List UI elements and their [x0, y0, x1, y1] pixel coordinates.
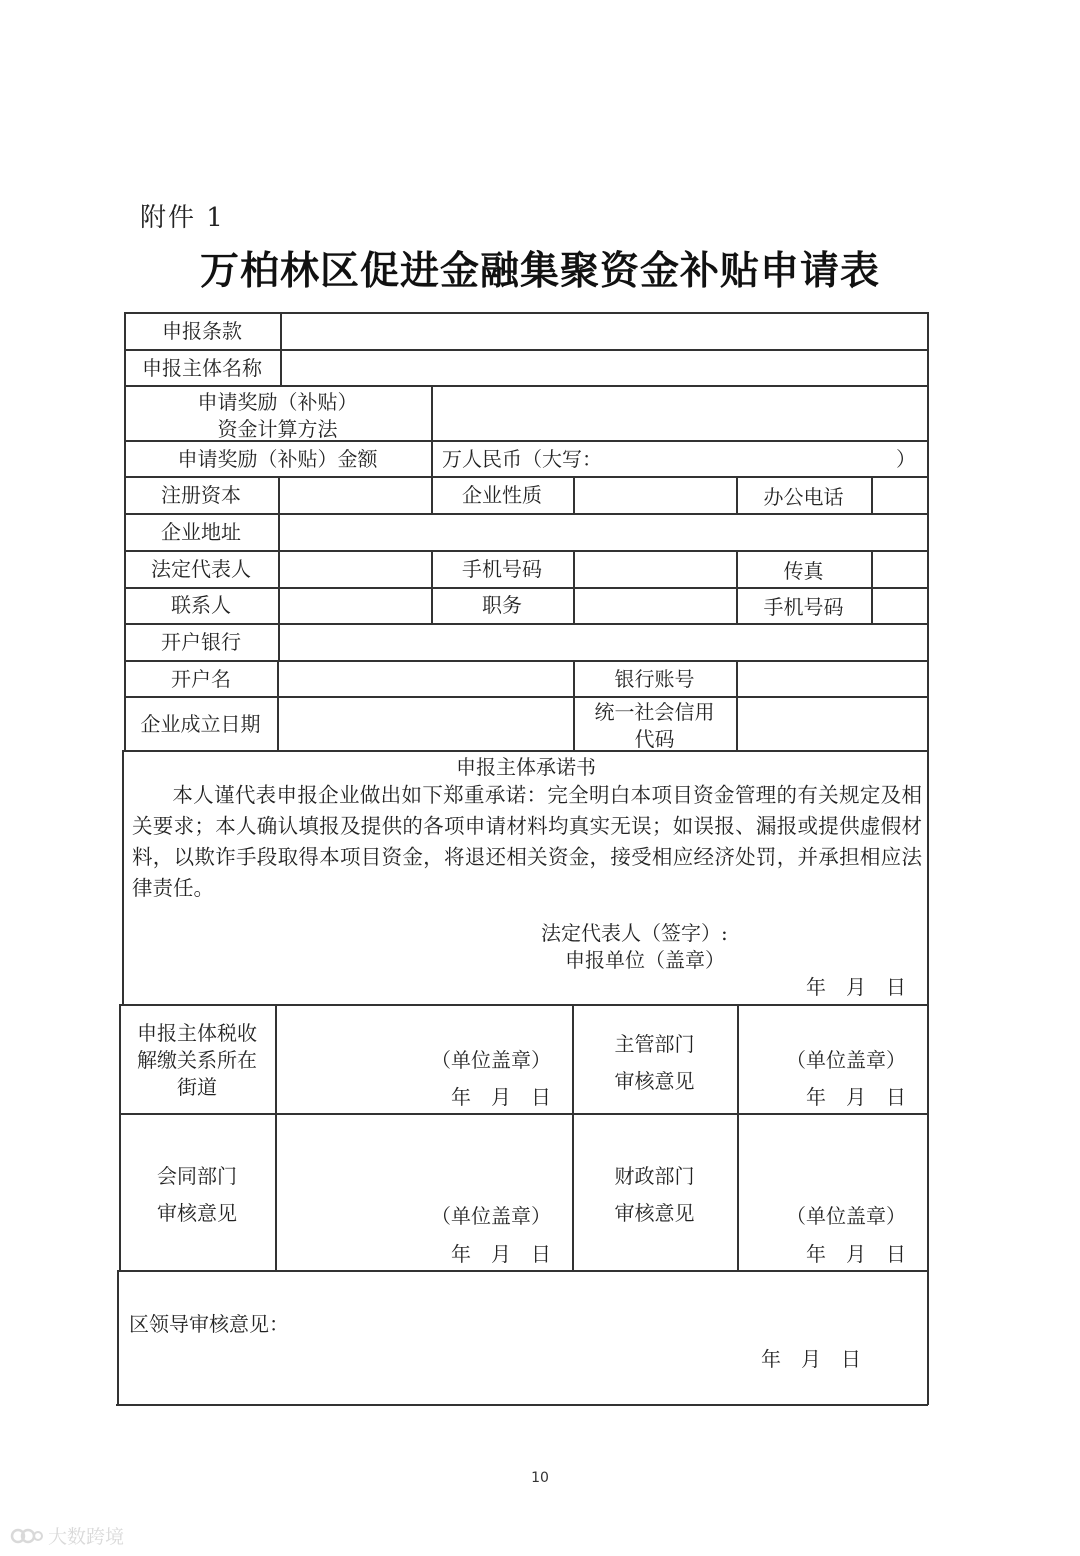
grid-line [120, 1004, 928, 1006]
account-name-label: 开户名 [171, 667, 231, 691]
grid-line [118, 1270, 928, 1272]
grid-line [124, 587, 928, 589]
joint-review-label: 审核意见 [157, 1201, 237, 1225]
review-date: 年 月 日 [806, 1085, 906, 1109]
dept-review-label: 主管部门 [614, 1032, 695, 1056]
grid-line [117, 1270, 119, 1405]
pledge-text [132, 780, 922, 904]
grid-line [927, 312, 929, 1405]
finance-review-label: 审核意见 [614, 1201, 695, 1225]
grid-line [124, 696, 928, 698]
finance-review-label: 财政部门 [614, 1164, 695, 1188]
watermark-logo-icon [10, 1525, 44, 1547]
legal-rep-label: 法定代表人 [151, 557, 251, 581]
pledge-heading: 申报主体承诺书 [456, 755, 596, 779]
watermark [10, 1522, 124, 1549]
bank-label: 开户银行 [161, 630, 241, 654]
credit-code-label: 代码 [634, 727, 675, 751]
grid-line [431, 385, 433, 476]
mobile-label: 手机号码 [462, 557, 542, 581]
enterprise-nature-label: 企业性质 [462, 483, 542, 507]
grid-line [124, 312, 928, 314]
review-date: 年 月 日 [451, 1085, 551, 1109]
grid-line [124, 660, 928, 662]
grid-line [275, 1004, 277, 1270]
calc-method-label: 申请奖励（补贴） [197, 390, 358, 414]
founding-date-label: 企业成立日期 [140, 712, 261, 736]
grid-line [116, 1404, 928, 1406]
grid-line [573, 476, 575, 513]
calc-method-label: 资金计算方法 [217, 417, 338, 441]
fax-label: 传真 [783, 559, 824, 583]
street-label: 解缴关系所在 [137, 1048, 257, 1072]
attachment-label: 附件 1 [140, 203, 225, 233]
credit-code-label: 统一社会信用 [594, 700, 715, 724]
page-number: 10 [531, 1470, 549, 1486]
leader-review-label: 区领导审核意见： [129, 1312, 289, 1336]
grid-line [122, 750, 928, 752]
pledge-date: 年 月 日 [806, 975, 906, 999]
unit-seal-text: （单位盖章） [431, 1204, 551, 1228]
watermark-text: 大数跨境 [48, 1526, 125, 1548]
grid-line [124, 623, 928, 625]
review-date: 年 月 日 [806, 1242, 906, 1266]
contact-label: 联系人 [171, 593, 231, 617]
grid-line [737, 1004, 739, 1270]
clause-label: 申报条款 [162, 319, 242, 343]
street-label: 街道 [177, 1075, 217, 1099]
grid-line [871, 476, 873, 513]
amount-label: 申请奖励（补贴）金额 [177, 447, 378, 471]
grid-line [122, 750, 124, 1004]
entity-name-label: 申报主体名称 [142, 356, 262, 380]
grid-line [573, 550, 575, 623]
review-date: 年 月 日 [451, 1242, 551, 1266]
leader-review-date: 年 月 日 [761, 1347, 861, 1371]
grid-line [124, 550, 928, 552]
grid-line [119, 1113, 928, 1115]
position-label: 职务 [482, 593, 522, 617]
grid-line [278, 550, 280, 660]
grid-line [278, 476, 280, 513]
grid-line [124, 349, 928, 351]
grid-line [736, 660, 738, 750]
account-number-label: 银行账号 [614, 667, 695, 691]
grid-line [278, 513, 280, 550]
grid-line [124, 476, 928, 478]
dept-review-label: 审核意见 [614, 1069, 695, 1093]
address-label: 企业地址 [161, 520, 241, 544]
unit-seal-text: （单位盖章） [786, 1048, 906, 1072]
registered-capital-label: 注册资本 [161, 483, 241, 507]
office-phone-label: 办公电话 [763, 485, 844, 509]
amount-close-paren: ） [896, 447, 916, 471]
seal-label: 申报单位（盖章） [565, 948, 725, 972]
grid-line [124, 513, 928, 515]
unit-seal-text: （单位盖章） [786, 1204, 906, 1228]
grid-line [280, 312, 282, 385]
pledge-body: 本人谨代表申报企业做出如下郑重承诺：完全明白本项目资金管理的有关规定及相关要求；本人确认填报及提供的各项申请材料均真实无误；如误报、漏报或提供虚假材料，以欺诈手段取得本项目资金，将退还相关资金，接受相应经济处罚，并承担相应法律责任。 [132, 783, 922, 900]
unit-seal-text: （单位盖章） [431, 1048, 551, 1072]
grid-line [124, 385, 928, 387]
amount-unit-text: 万人民币（大写： [442, 447, 602, 471]
form-title: 万柏林区促进金融集聚资金补贴申请表 [199, 249, 880, 294]
contact-mobile-label: 手机号码 [763, 595, 844, 619]
grid-line [871, 550, 873, 623]
signature-label: 法定代表人（签字）: [541, 921, 728, 945]
joint-review-label: 会同部门 [157, 1164, 237, 1188]
street-label: 申报主体税收 [137, 1021, 257, 1045]
